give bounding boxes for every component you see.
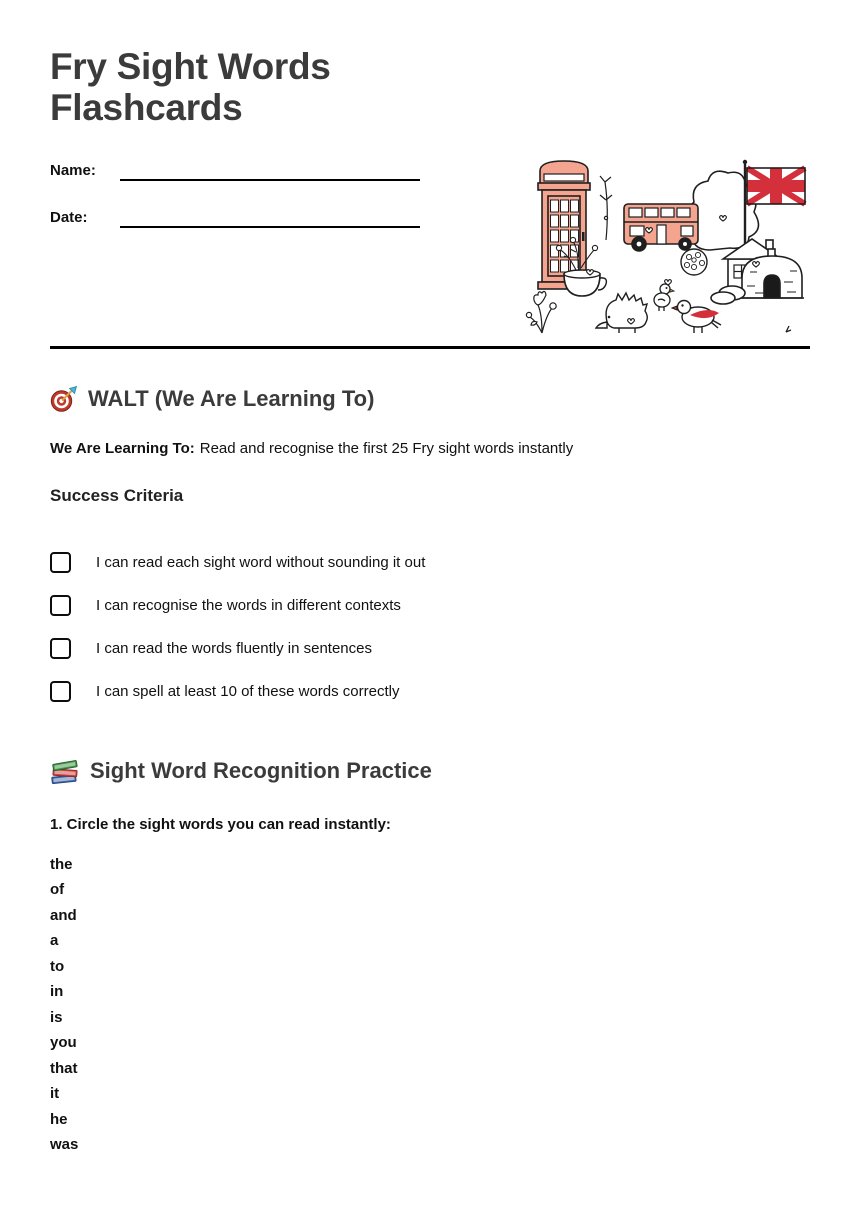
walt-section-heading bbox=[50, 386, 810, 413]
books-icon bbox=[50, 758, 79, 785]
double-decker-bus bbox=[624, 204, 698, 251]
sight-word: he bbox=[50, 1110, 68, 1128]
sight-word: it bbox=[50, 1085, 60, 1103]
sight-word-list bbox=[50, 852, 810, 1158]
criterion-label: I can read each sight word without sounding it out bbox=[96, 553, 426, 571]
flowers bbox=[526, 291, 556, 333]
name-label: Name: bbox=[50, 161, 96, 179]
sight-word: to bbox=[50, 957, 65, 975]
criterion-row bbox=[50, 638, 810, 659]
practice-instruction: 1. Circle the sight words you can read instantly: bbox=[50, 815, 391, 833]
practice-section-heading bbox=[50, 758, 810, 785]
criterion-row bbox=[50, 595, 810, 616]
sprig bbox=[600, 176, 612, 240]
sight-word: was bbox=[50, 1136, 79, 1154]
sight-word: is bbox=[50, 1008, 63, 1026]
criterion-label: I can spell at least 10 of these words correctly bbox=[96, 682, 400, 700]
hedgehog bbox=[596, 293, 647, 333]
dart-target-icon bbox=[50, 386, 77, 413]
criterion-row bbox=[50, 552, 810, 573]
learning-statement-text: Read and recognise the first 25 Fry sight words instantly bbox=[199, 439, 574, 457]
practice-heading-text: Sight Word Recognition Practice bbox=[90, 758, 432, 784]
name-field[interactable] bbox=[120, 159, 420, 181]
london-scene-illustration bbox=[518, 154, 818, 349]
sight-word: that bbox=[50, 1059, 78, 1077]
walt-heading-text: WALT (We Are Learning To) bbox=[88, 386, 375, 412]
sight-word: you bbox=[50, 1034, 77, 1052]
red-winged-bird bbox=[672, 301, 721, 334]
success-criteria-list bbox=[50, 552, 810, 702]
sight-word: the bbox=[50, 855, 73, 873]
sight-word: of bbox=[50, 881, 65, 899]
bush bbox=[681, 249, 707, 275]
criterion-label: I can read the words fluently in sentences bbox=[96, 639, 372, 657]
page-title: Fry Sight Words Flashcards bbox=[50, 46, 331, 129]
success-criteria-heading: Success Criteria bbox=[50, 485, 184, 505]
criterion-row bbox=[50, 681, 810, 702]
sight-word: in bbox=[50, 983, 64, 1001]
chick bbox=[654, 284, 674, 311]
criterion-checkbox[interactable] bbox=[50, 638, 71, 659]
criterion-label: I can recognise the words in different contexts bbox=[96, 596, 401, 614]
learning-statement bbox=[50, 440, 810, 457]
sight-word: and bbox=[50, 906, 77, 924]
date-label: Date: bbox=[50, 208, 88, 226]
criterion-checkbox[interactable] bbox=[50, 681, 71, 702]
criterion-checkbox[interactable] bbox=[50, 552, 71, 573]
criterion-checkbox[interactable] bbox=[50, 595, 71, 616]
learning-statement-prefix: We Are Learning To: bbox=[50, 439, 195, 457]
date-field[interactable] bbox=[120, 206, 420, 228]
sight-word: a bbox=[50, 932, 59, 950]
